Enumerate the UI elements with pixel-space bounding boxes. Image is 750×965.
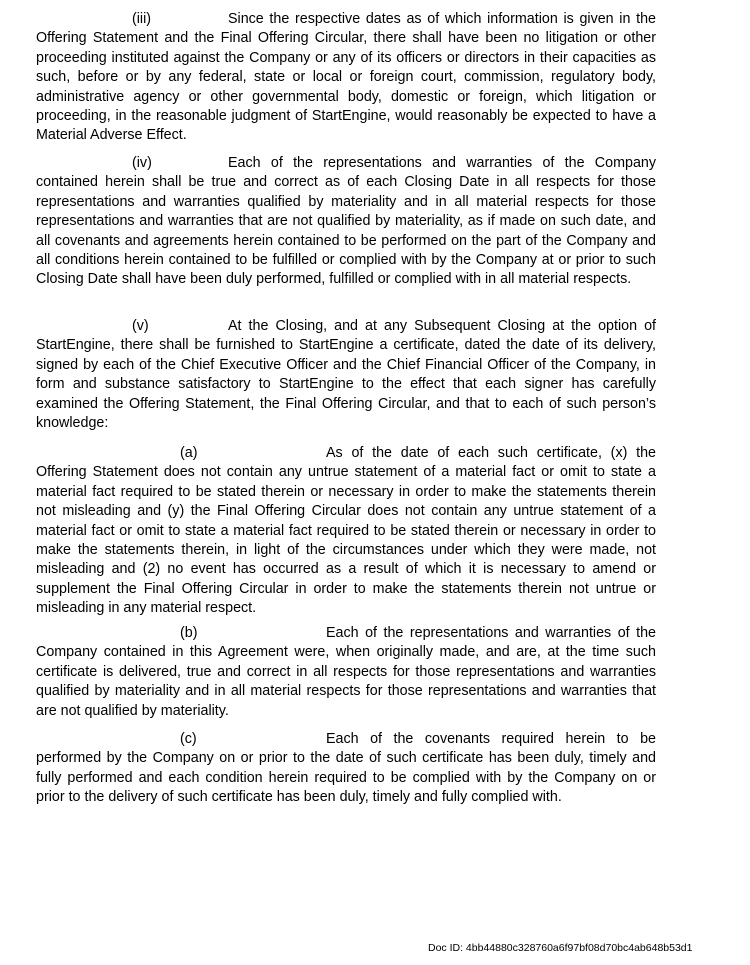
doc-id-footer: Doc ID: 4bb44880c328760a6f97bf08d70bc4ab648b53d1 — [428, 942, 693, 954]
paragraph-marker: (iv) — [132, 155, 152, 171]
paragraph-text: Each of the representations and warranties of the Company contained in this Agreement were, when originally made, and are, at the time such certificate is delivered, true and correct in all respects for those representations and warranties qualified by materiality and in all material respects for those representations and warranties that are not qualified by materiality. — [36, 625, 656, 719]
paragraph-text: As of the date of each such certificate, (x) the Offering Statement does not contain any untrue statement of a material fact or omit to state a material fact required to be stated therein or necessary in order to make the statements therein not misleading and (y) the Final Offering Circular does not contain any untrue statement of a material fact or omit to state a material fact required to be stated therein or necessary in order to make the statements therein, in light of the circumstances under which they were made, not misleading and (2) no event has occurred as a result of which it is necessary to amend or supplement the Final Offering Circular in order to make the statements therein not untrue or misleading in any material respect. — [36, 445, 656, 617]
paragraph-marker: (iii) — [132, 11, 152, 27]
paragraph-iv — [36, 154, 656, 290]
paragraph-a — [36, 444, 656, 619]
paragraph-text: Each of the representations and warranties of the Company contained herein shall be true and correct as of each Closing Date in all respects for those representations and warranties qualified by materiality and in all material respects for those representations and warranties that are not qualified by materiality, as if made on such date, and all covenants and agreements herein contained to be performed on the part of the Company and all conditions herein contained to be fulfilled or complied with by the Company at or prior to such Closing Date shall have been duly performed, fulfilled or complied with in all material respects. — [36, 155, 656, 288]
paragraph-text: At the Closing, and at any Subsequent Closing at the option of StartEngine, there shall be furnished to StartEngine a certificate, dated the date of its delivery, signed by each of the Chief Executive Officer and the Chief Financial Officer of the Company, in form and substance satisfactory to StartEngine to the effect that each signer has carefully examined the Offering Statement, the Final Offering Circular, and that to each of such person’s knowledge: — [36, 318, 656, 432]
paragraph-c — [36, 730, 656, 808]
paragraph-marker: (v) — [132, 318, 149, 334]
paragraph-text: Each of the covenants required herein to be performed by the Company on or prior to the date of such certificate has been duly, timely and fully performed and each condition herein required to be complied with by the Company on or prior to the delivery of such certificate has been duly, timely and fully complied with. — [36, 731, 656, 806]
paragraph-marker: (a) — [180, 445, 198, 461]
paragraph-b — [36, 624, 656, 721]
paragraph-marker: (c) — [180, 731, 197, 747]
paragraph-iii — [36, 10, 656, 146]
paragraph-v — [36, 317, 656, 433]
paragraph-text: Since the respective dates as of which information is given in the Offering Statement and the Final Offering Circular, there shall have been no litigation or other proceeding instituted against the Company or any of its officers or directors in their capacities as such, before or by any federal, state or local or foreign court, commission, regulatory body, administrative agency or other governmental body, domestic or foreign, which litigation or proceeding, in the reasonable judgment of StartEngine, would reasonably be expected to have a Material Adverse Effect. — [36, 11, 656, 144]
paragraph-marker: (b) — [180, 625, 198, 641]
